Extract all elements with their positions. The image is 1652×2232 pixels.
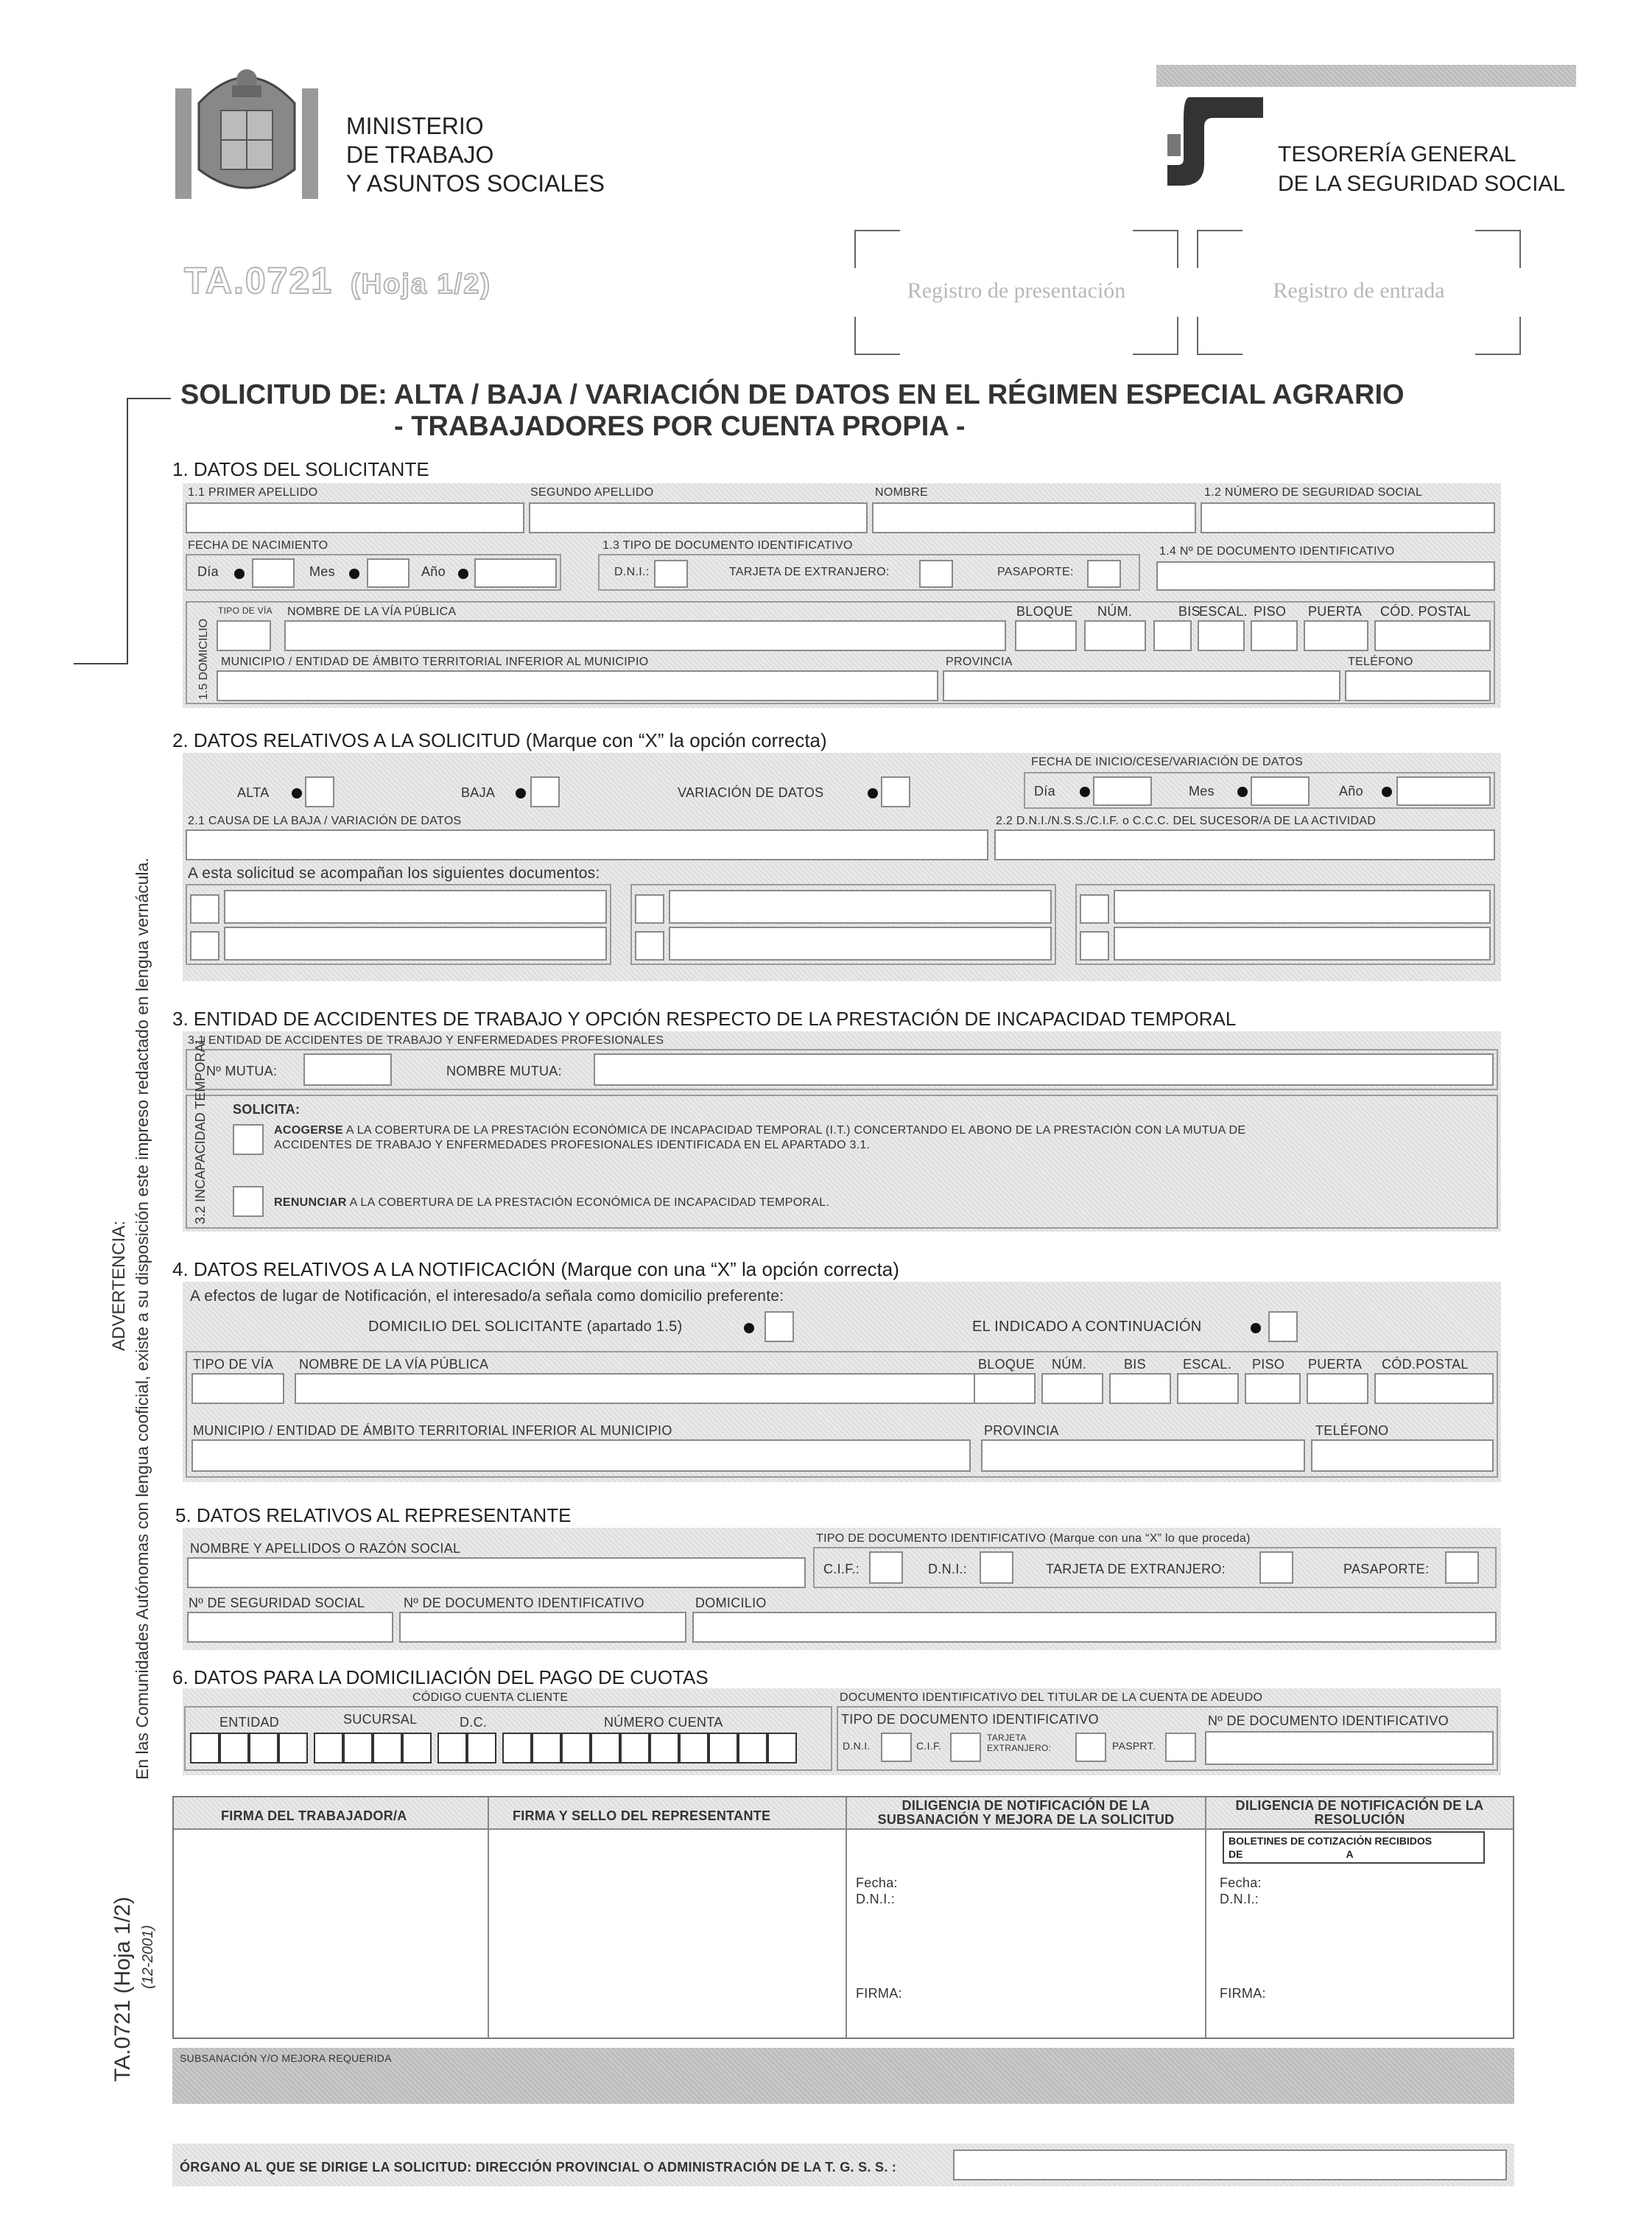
section-2-title: 2. DATOS RELATIVOS A LA SOLICITUD (Marque con “X” la opción correcta) xyxy=(172,729,827,751)
doc-6-field[interactable] xyxy=(1114,927,1491,961)
doc-4-field[interactable] xyxy=(669,927,1052,961)
firma-representante-label: FIRMA Y SELLO DEL REPRESENTANTE xyxy=(513,1808,771,1823)
baja-label: BAJA xyxy=(461,785,496,800)
sucesor-field[interactable] xyxy=(994,829,1495,860)
ministry-line-3: Y ASUNTOS SOCIALES xyxy=(346,170,605,197)
s4-cp-label: CÓD.POSTAL xyxy=(1382,1357,1469,1372)
acogerse-line-1 xyxy=(274,1124,1245,1137)
rep-num-doc-field[interactable] xyxy=(399,1612,686,1643)
titular-label: DOCUMENTO IDENTIFICATIVO DEL TITULAR DE LA CUENTA DE ADEUDO xyxy=(840,1691,1263,1704)
sub-fecha-label: Fecha: xyxy=(856,1875,898,1890)
variacion-label: VARIACIÓN DE DATOS xyxy=(678,785,824,800)
s6-tipo-doc-label: TIPO DE DOCUMENTO IDENTIFICATIVO xyxy=(841,1712,1099,1727)
puerta-label: PUERTA xyxy=(1308,604,1363,619)
dilig-sub-line-1: DILIGENCIA DE NOTIFICACIÓN DE LA xyxy=(901,1798,1150,1813)
causa-field[interactable] xyxy=(186,829,988,860)
nss-field[interactable] xyxy=(1201,502,1495,533)
telefono-label: TELÉFONO xyxy=(1348,656,1413,668)
s4-piso-label: PISO xyxy=(1252,1357,1285,1372)
doc-2-checkbox[interactable] xyxy=(190,931,219,961)
tgss-line-1: TESORERÍA GENERAL xyxy=(1278,142,1516,166)
rep-domicilio-label: DOMICILIO xyxy=(695,1596,767,1610)
s6-tarjeta-line-2: EXTRANJERO: xyxy=(987,1743,1052,1753)
rep-nombre-field[interactable] xyxy=(187,1557,806,1588)
s2-mes-field[interactable] xyxy=(1251,776,1310,806)
section-5-title: 5. DATOS RELATIVOS AL REPRESENTANTE xyxy=(175,1504,572,1526)
fecha-inicio-label: FECHA DE INICIO/CESE/VARIACIÓN DE DATOS xyxy=(1031,756,1304,768)
advertencia-side xyxy=(109,1221,130,1351)
s4-bis-field[interactable] xyxy=(1109,1373,1171,1404)
s4-piso-field[interactable] xyxy=(1245,1373,1301,1404)
rep-nss-label: Nº DE SEGURIDAD SOCIAL xyxy=(189,1596,365,1610)
s4-nombre-via-label: NOMBRE DE LA VÍA PÚBLICA xyxy=(299,1357,489,1372)
s6-cif-label: C.I.F. xyxy=(916,1740,942,1752)
primer-apellido-label: 1.1 PRIMER APELLIDO xyxy=(188,486,318,499)
sub-firma-label: FIRMA: xyxy=(856,1986,902,2001)
rep-cif-label: C.I.F.: xyxy=(823,1562,860,1576)
s6-dni-label: D.N.I. xyxy=(843,1740,871,1752)
ministry-name xyxy=(346,112,605,198)
tgss-name xyxy=(1278,140,1565,199)
title-bracket-foot xyxy=(74,663,128,664)
s4-municipio-field[interactable] xyxy=(191,1439,971,1472)
boletines-box xyxy=(1223,1831,1485,1864)
alta-checkbox[interactable] xyxy=(305,776,334,807)
anio-bullet-icon xyxy=(458,569,468,579)
bis-field[interactable] xyxy=(1153,620,1192,651)
doc-5-field[interactable] xyxy=(1114,890,1491,924)
dc-label: D.C. xyxy=(460,1715,488,1730)
rep-pasaporte-label: PASAPORTE: xyxy=(1343,1562,1430,1576)
num-doc-field[interactable] xyxy=(1156,561,1495,591)
organo-field[interactable] xyxy=(953,2149,1507,2180)
doc-6-checkbox[interactable] xyxy=(1080,931,1109,961)
s4-puerta-field[interactable] xyxy=(1307,1373,1368,1404)
anio-field[interactable] xyxy=(474,558,557,588)
rep-tarjeta-checkbox[interactable] xyxy=(1259,1551,1293,1584)
nombre-mutua-field[interactable] xyxy=(594,1053,1494,1086)
dom-solicitante-checkbox[interactable] xyxy=(765,1311,794,1342)
nombre-via-label: NOMBRE DE LA VÍA PÚBLICA xyxy=(287,606,457,618)
doc-1-checkbox[interactable] xyxy=(190,894,219,924)
indicado-bullet-icon xyxy=(1251,1323,1261,1333)
res-fecha-label: Fecha: xyxy=(1220,1875,1262,1890)
dilig-res-line-1: DILIGENCIA DE NOTIFICACIÓN DE LA xyxy=(1235,1798,1484,1813)
coat-of-arms-icon xyxy=(169,59,324,214)
tipo-doc-label: 1.3 TIPO DE DOCUMENTO IDENTIFICATIVO xyxy=(602,539,853,552)
variacion-checkbox[interactable] xyxy=(881,776,910,807)
num-field[interactable] xyxy=(1084,620,1146,651)
efectos-label: A efectos de lugar de Notificación, el interesado/a señala como domicilio preferente: xyxy=(190,1288,784,1305)
mes-bullet-icon xyxy=(349,569,359,579)
dni-label: D.N.I.: xyxy=(614,566,650,578)
s6-pasprt-label: PASPRT. xyxy=(1112,1740,1156,1752)
s2-dia-field[interactable] xyxy=(1093,776,1152,806)
s6-num-doc-label: Nº DE DOCUMENTO IDENTIFICATIVO xyxy=(1208,1713,1449,1728)
pasaporte-checkbox[interactable] xyxy=(1087,560,1121,588)
acogerse-text-1: A LA COBERTURA DE LA PRESTACIÓN ECONÓMICA DE INCAPACIDAD TEMPORAL (I.T.) CONCERTANDO EL ABONO DE LA PRESTACIÓN CON LA MUTUA DE xyxy=(345,1124,1246,1137)
s4-bis-label: BIS xyxy=(1124,1357,1146,1372)
s4-nombre-via-field[interactable] xyxy=(295,1373,1002,1404)
puerta-field[interactable] xyxy=(1304,620,1368,651)
s4-num-field[interactable] xyxy=(1041,1373,1103,1404)
num-label: NÚM. xyxy=(1097,604,1133,619)
dom-solicitante-bullet-icon xyxy=(744,1323,754,1333)
piso-field[interactable] xyxy=(1251,620,1298,651)
dia-label: Día xyxy=(197,564,219,579)
tipo-via-field[interactable] xyxy=(217,620,271,651)
baja-bullet-icon xyxy=(516,788,526,799)
alta-label: ALTA xyxy=(237,785,270,800)
form-sheet-text: (Hoja 1/2) xyxy=(350,269,492,300)
doc-3-checkbox[interactable] xyxy=(635,894,664,924)
segundo-apellido-label: SEGUNDO APELLIDO xyxy=(530,486,654,499)
renunciar-bold: RENUNCIAR xyxy=(274,1196,347,1209)
boletines-a: A xyxy=(1346,1848,1354,1860)
registro-presentacion-label: Registro de presentación xyxy=(907,278,1126,303)
nombre-mutua-label: NOMBRE MUTUA: xyxy=(446,1064,562,1078)
pasaporte-label: PASAPORTE: xyxy=(997,566,1074,578)
s2-mes-label: Mes xyxy=(1189,784,1215,799)
nombre-label: NOMBRE xyxy=(875,486,929,499)
provincia-field[interactable] xyxy=(943,670,1340,701)
rep-domicilio-field[interactable] xyxy=(692,1612,1497,1643)
s4-bloque-label: BLOQUE xyxy=(978,1357,1035,1372)
registro-presentacion-box xyxy=(854,230,1178,355)
ministry-line-2: DE TRABAJO xyxy=(346,141,494,168)
docs-label: A esta solicitud se acompañan los siguientes documentos: xyxy=(188,865,600,882)
section-4-title: 4. DATOS RELATIVOS A LA NOTIFICACIÓN (Marque con una “X” la opción correcta) xyxy=(172,1258,899,1280)
renunciar-line xyxy=(274,1196,829,1210)
indicado-label: EL INDICADO A CONTINUACIÓN xyxy=(972,1319,1202,1335)
s4-cp-field[interactable] xyxy=(1374,1373,1494,1404)
ministry-line-1: MINISTERIO xyxy=(346,113,484,139)
tgss-line-2: DE LA SEGURIDAD SOCIAL xyxy=(1278,172,1566,196)
tarjeta-checkbox[interactable] xyxy=(919,560,953,588)
renunciar-checkbox[interactable] xyxy=(233,1186,264,1217)
piso-label: PISO xyxy=(1254,604,1287,619)
registro-entrada-box xyxy=(1197,230,1521,355)
it-side-label xyxy=(193,1036,208,1224)
anio-label: Año xyxy=(421,564,446,579)
s4-telefono-label: TELÉFONO xyxy=(1315,1423,1389,1438)
advertencia-title: ADVERTENCIA: xyxy=(109,1221,129,1351)
s4-tipo-via-label: TIPO DE VÍA xyxy=(193,1357,274,1372)
rep-tipo-doc-label: TIPO DE DOCUMENTO IDENTIFICATIVO (Marque con una “X” lo que proceda) xyxy=(816,1532,1251,1545)
form-title-line-2: - TRABAJADORES POR CUENTA PROPIA - xyxy=(394,411,966,442)
escal-label: ESCAL. xyxy=(1199,604,1248,619)
side-form-code-text: TA.0721 (Hoja 1/2) xyxy=(110,1896,135,2082)
num-doc-label: 1.4 Nº DE DOCUMENTO IDENTIFICATIVO xyxy=(1159,545,1395,558)
s6-pasprt-checkbox[interactable] xyxy=(1165,1733,1196,1762)
nss-label: 1.2 NÚMERO DE SEGURIDAD SOCIAL xyxy=(1204,486,1423,499)
s2-mes-bullet-icon xyxy=(1237,787,1248,797)
rep-cif-checkbox[interactable] xyxy=(869,1551,903,1584)
municipio-field[interactable] xyxy=(217,670,938,701)
s4-escal-label: ESCAL. xyxy=(1183,1357,1231,1372)
mes-field[interactable] xyxy=(367,558,410,588)
provincia-label: PROVINCIA xyxy=(946,656,1013,668)
s6-num-doc-field[interactable] xyxy=(1205,1731,1494,1765)
segundo-apellido-field[interactable] xyxy=(529,502,868,533)
primer-apellido-field[interactable] xyxy=(186,502,524,533)
s4-provincia-field[interactable] xyxy=(981,1439,1305,1472)
s2-dia-bullet-icon xyxy=(1080,787,1090,797)
dilig-res-line-2: RESOLUCIÓN xyxy=(1314,1812,1405,1827)
s4-escal-field[interactable] xyxy=(1177,1373,1239,1404)
s6-cif-checkbox[interactable] xyxy=(950,1733,981,1762)
domicilio-side-label xyxy=(197,619,211,700)
entidad-label: 3.1 ENTIDAD DE ACCIDENTES DE TRABAJO Y ENFERMEDADES PROFESIONALES xyxy=(188,1034,664,1047)
dom-solicitante-label: DOMICILIO DEL SOLICITANTE (apartado 1.5) xyxy=(368,1319,683,1335)
entidad-s6-label: ENTIDAD xyxy=(219,1715,280,1730)
s6-dni-checkbox[interactable] xyxy=(881,1733,912,1762)
side-form-date-text: (12-2001) xyxy=(140,1925,156,1989)
rep-dni-checkbox[interactable] xyxy=(980,1551,1013,1584)
rep-dni-label: D.N.I.: xyxy=(928,1562,968,1576)
bloque-field[interactable] xyxy=(1015,620,1077,651)
nombre-field[interactable] xyxy=(872,502,1196,533)
municipio-label: MUNICIPIO / ENTIDAD DE ÁMBITO TERRITORIAL INFERIOR AL MUNICIPIO xyxy=(221,656,649,668)
tipo-via-label: TIPO DE VÍA xyxy=(218,606,273,616)
rep-nss-field[interactable] xyxy=(187,1612,393,1643)
side-form-date xyxy=(140,1925,157,1989)
num-cuenta-label: NÚMERO CUENTA xyxy=(604,1715,723,1730)
form-code xyxy=(184,259,491,302)
section-6-title: 6. DATOS PARA LA DOMICILIACIÓN DEL PAGO DE CUOTAS xyxy=(172,1666,709,1688)
sub-dni-label: D.N.I.: xyxy=(856,1892,896,1906)
doc-4-checkbox[interactable] xyxy=(635,931,664,961)
ccc-digit-cells[interactable] xyxy=(190,1733,797,1764)
s2-anio-bullet-icon xyxy=(1382,787,1392,797)
rep-pasaporte-checkbox[interactable] xyxy=(1445,1551,1479,1584)
dilig-sub-line-2: SUBSANACIÓN Y MEJORA DE LA SOLICITUD xyxy=(877,1812,1175,1827)
rep-nombre-label: NOMBRE Y APELLIDOS O RAZÓN SOCIAL xyxy=(190,1541,461,1556)
num-mutua-label: Nº MUTUA: xyxy=(206,1064,278,1078)
rep-num-doc-label: Nº DE DOCUMENTO IDENTIFICATIVO xyxy=(404,1596,644,1610)
tgss-top-band xyxy=(1156,65,1576,87)
doc-3-field[interactable] xyxy=(669,890,1052,924)
renunciar-text: A LA COBERTURA DE LA PRESTACIÓN ECONÓMICA DE INCAPACIDAD TEMPORAL. xyxy=(349,1196,830,1209)
num-mutua-field[interactable] xyxy=(303,1053,392,1086)
res-dni-label: D.N.I.: xyxy=(1220,1892,1259,1906)
alta-bullet-icon xyxy=(292,788,302,799)
nombre-via-field[interactable] xyxy=(284,620,1006,651)
acogerse-checkbox[interactable] xyxy=(233,1124,264,1155)
variacion-bullet-icon xyxy=(868,788,878,799)
s4-puerta-label: PUERTA xyxy=(1308,1357,1363,1372)
form-title xyxy=(180,379,1580,443)
s4-municipio-label: MUNICIPIO / ENTIDAD DE ÁMBITO TERRITORIAL INFERIOR AL MUNICIPIO xyxy=(193,1423,672,1438)
acogerse-bold: ACOGERSE xyxy=(274,1124,343,1137)
side-form-code xyxy=(110,1897,136,2082)
advertencia-text: En las Comunidades Autónomas con lengua cooficial, existe a su disposición este impreso redactado en lengua vernácula. xyxy=(133,857,152,1780)
tgss-logo-icon xyxy=(1167,97,1263,186)
firma-trabajador-label: FIRMA DEL TRABAJADOR/A xyxy=(221,1808,407,1823)
rep-tarjeta-label: TARJETA DE EXTRANJERO: xyxy=(1046,1562,1226,1576)
sucesor-label: 2.2 D.N.I./N.S.S./C.I.F. o C.C.C. DEL SUCESOR/A DE LA ACTIVIDAD xyxy=(996,815,1377,827)
boletines-line-1: BOLETINES DE COTIZACIÓN RECIBIDOS xyxy=(1229,1835,1433,1847)
dia-bullet-icon xyxy=(234,569,245,579)
advertencia-text-side xyxy=(133,857,152,1780)
doc-1-field[interactable] xyxy=(224,890,607,924)
boletines-de: DE xyxy=(1229,1848,1243,1860)
s2-dia-label: Día xyxy=(1034,784,1055,799)
tarjeta-label: TARJETA DE EXTRANJERO: xyxy=(729,566,890,578)
acogerse-text-2: ACCIDENTES DE TRABAJO Y ENFERMEDADES PROFESIONALES IDENTIFICADA EN EL APARTADO 3.1. xyxy=(274,1139,871,1151)
doc-2-field[interactable] xyxy=(224,927,607,961)
organo-label: ÓRGANO AL QUE SE DIRIGE LA SOLICITUD: DIRECCIÓN PROVINCIAL O ADMINISTRACIÓN DE LA T. G. S. S. : xyxy=(180,2160,897,2175)
registro-entrada-label: Registro de entrada xyxy=(1273,278,1445,303)
escal-field[interactable] xyxy=(1198,620,1245,651)
s2-anio-field[interactable] xyxy=(1396,776,1491,806)
dia-field[interactable] xyxy=(252,558,295,588)
s4-num-label: NÚM. xyxy=(1052,1357,1087,1372)
indicado-checkbox[interactable] xyxy=(1268,1311,1298,1342)
s4-tipo-via-field[interactable] xyxy=(191,1373,284,1404)
doc-5-checkbox[interactable] xyxy=(1080,894,1109,924)
telefono-field[interactable] xyxy=(1345,670,1491,701)
form-title-line-1: SOLICITUD DE: ALTA / BAJA / VARIACIÓN DE DATOS EN EL RÉGIMEN ESPECIAL AGRARIO xyxy=(180,379,1405,410)
ccc-label: CÓDIGO CUENTA CLIENTE xyxy=(412,1691,569,1704)
s2-anio-label: Año xyxy=(1339,784,1363,799)
s4-bloque-field[interactable] xyxy=(974,1373,1036,1404)
sucursal-label: SUCURSAL xyxy=(343,1712,418,1727)
baja-checkbox[interactable] xyxy=(530,776,560,807)
s6-tarjeta-label xyxy=(987,1733,1051,1753)
cp-label: CÓD. POSTAL xyxy=(1380,604,1471,619)
dilig-res-label xyxy=(1206,1799,1513,1827)
s4-provincia-label: PROVINCIA xyxy=(984,1423,1059,1438)
s4-telefono-field[interactable] xyxy=(1311,1439,1494,1472)
form-code-text: TA.0721 xyxy=(184,260,334,301)
s6-tarjeta-checkbox[interactable] xyxy=(1075,1733,1106,1762)
it-side-text: 3.2 INCAPACIDAD TEMPORAL xyxy=(193,1036,208,1224)
res-firma-label: FIRMA: xyxy=(1220,1986,1266,2001)
section-1-title: 1. DATOS DEL SOLICITANTE xyxy=(172,458,429,480)
boletines-line-2 xyxy=(1229,1847,1479,1861)
section-3-title: 3. ENTIDAD DE ACCIDENTES DE TRABAJO Y OPCIÓN RESPECTO DE LA PRESTACIÓN DE INCAPACIDAD TEMPORAL xyxy=(172,1008,1237,1030)
title-bracket xyxy=(127,398,171,664)
dni-checkbox[interactable] xyxy=(654,560,688,588)
dilig-sub-label xyxy=(846,1799,1206,1827)
mes-label: Mes xyxy=(309,564,335,579)
s6-tarjeta-line-1: TARJETA xyxy=(987,1733,1027,1743)
cp-field[interactable] xyxy=(1374,620,1491,651)
causa-label: 2.1 CAUSA DE LA BAJA / VARIACIÓN DE DATOS xyxy=(188,815,462,827)
bloque-label: BLOQUE xyxy=(1016,604,1073,619)
subsanacion-label: SUBSANACIÓN Y/O MEJORA REQUERIDA xyxy=(180,2052,392,2064)
bis-label: BIS xyxy=(1178,604,1201,619)
solicita-label: SOLICITA: xyxy=(233,1102,300,1117)
domicilio-side-text: 1.5 DOMICILIO xyxy=(197,618,210,700)
fecha-nacimiento-label: FECHA DE NACIMIENTO xyxy=(188,539,328,552)
